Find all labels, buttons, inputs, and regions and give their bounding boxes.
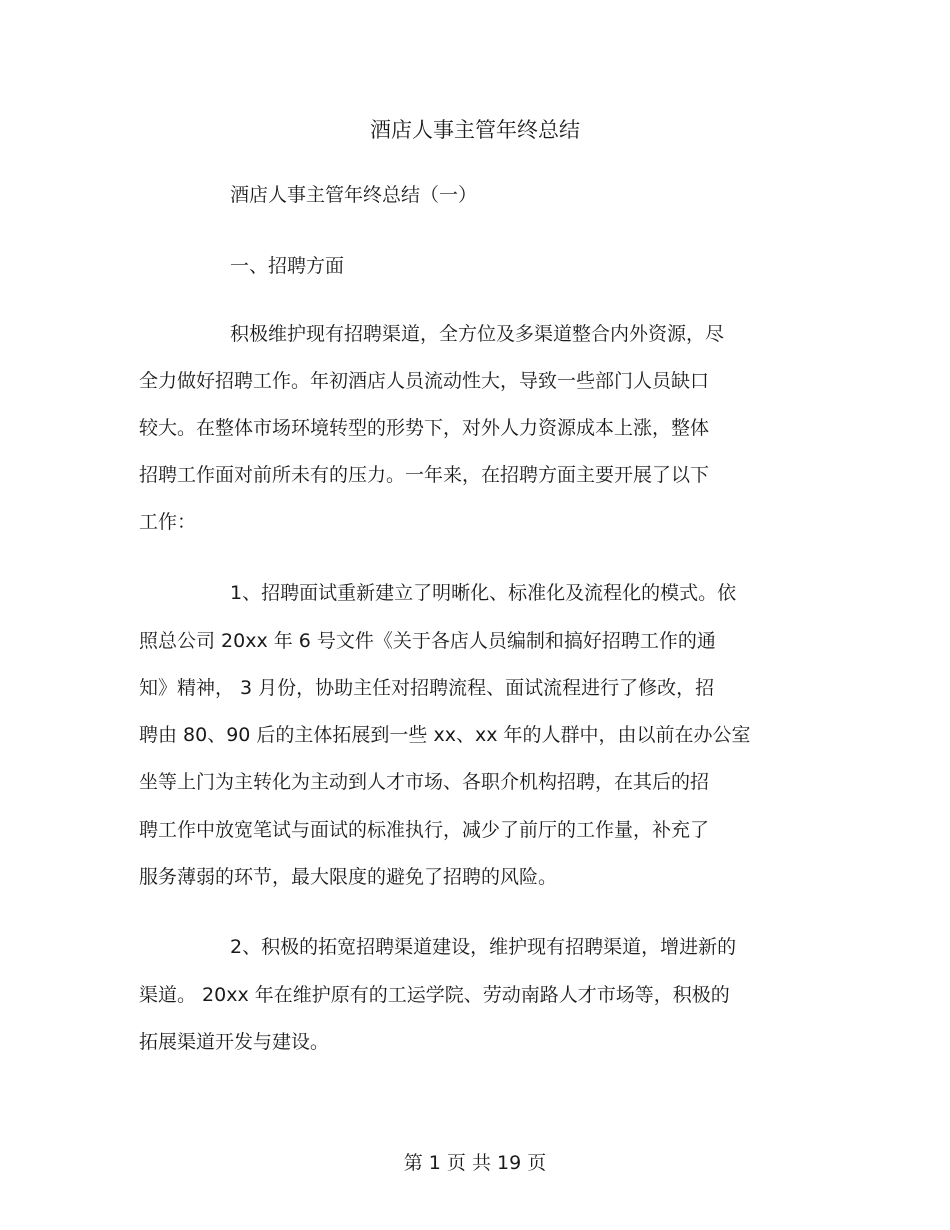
paragraph-1-line-2: 全力做好招聘工作。年初酒店人员流动性大，导致一些部门人员缺口 [139,370,710,392]
paragraph-1-line-3: 较大。在整体市场环境转型的形势下，对外人力资源成本上涨，整体 [139,417,710,439]
paragraph-1-line-5: 工作： [139,511,197,533]
paragraph-2-line-7: 服务薄弱的环节，最大限度的避免了招聘的风险。 [139,866,558,888]
paragraph-2-line-2: 照总公司 20xx 年 6 号文件《关于各店人员编制和搞好招聘工作的通 [139,630,716,652]
section-heading: 一、招聘方面 [230,255,345,277]
paragraph-3-line-3: 拓展渠道开发与建设。 [139,1031,330,1053]
paragraph-2-line-5: 坐等上门为主转化为主动到人才市场、各职介机构招聘，在其后的招 [139,771,710,793]
paragraph-2-line-6: 聘工作中放宽笔试与面试的标准执行，减少了前厅的工作量，补充了 [139,819,710,841]
paragraph-3-line-1: 2、积极的拓宽招聘渠道建设，维护现有招聘渠道，增进新的 [230,936,737,958]
document-title: 酒店人事主管年终总结 [370,118,580,142]
paragraph-2-line-4: 聘由 80、90 后的主体拓展到一些 xx、xx 年的人群中，由以前在办公室 [139,724,751,746]
paragraph-2-line-3: 知》精神， 3 月份，协助主任对招聘流程、面试流程进行了修改，招 [139,677,715,699]
page-number-footer: 第 1 页 共 19 页 [403,1152,547,1174]
paragraph-1-line-4: 招聘工作面对前所未有的压力。一年来，在招聘方面主要开展了以下 [139,464,710,486]
paragraph-1-line-1: 积极维护现有招聘渠道，全方位及多渠道整合内外资源，尽 [230,323,725,345]
paragraph-2-line-1: 1、招聘面试重新建立了明晰化、标准化及流程化的模式。依 [230,582,737,604]
document-subtitle: 酒店人事主管年终总结（一） [230,184,478,206]
paragraph-3-line-2: 渠道。 20xx 年在维护原有的工运学院、劳动南路人才市场等，积极的 [139,984,730,1006]
